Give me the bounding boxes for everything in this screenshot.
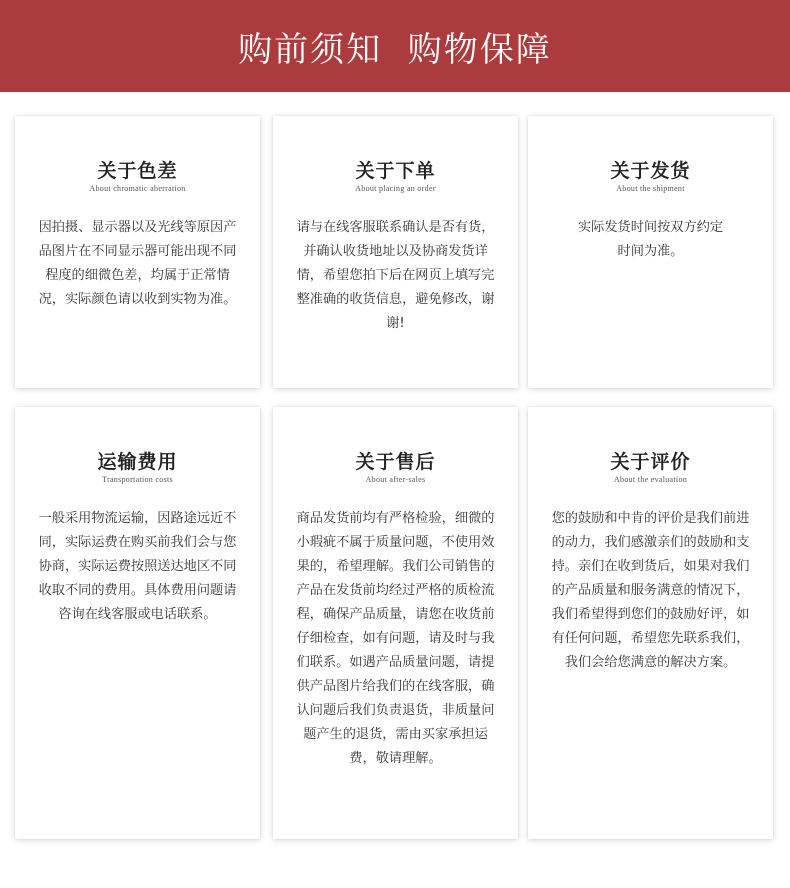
header-banner [0, 0, 790, 92]
card-subtitle: About after-sales [365, 475, 426, 484]
card-subtitle: Transportation costs [102, 475, 173, 484]
card-title: 关于评价 [610, 451, 691, 473]
card-transport-costs [15, 407, 260, 839]
card-subtitle: About the evaluation [613, 475, 688, 484]
card-title: 关于下单 [355, 160, 436, 182]
card-body: 请与在线客服联系确认是否有货，并确认收货地址以及协商发货详情，希望您拍下后在网页上填写完整准确的收货信息，避免修改，谢谢! [296, 220, 495, 331]
card-title: 关于色差 [97, 160, 178, 182]
page-title: 购前须知 购物保障 [238, 29, 552, 70]
card-subtitle: About the shipment [616, 184, 685, 193]
card-ordering [273, 116, 518, 388]
card-title: 运输费用 [97, 451, 178, 473]
card-body: 商品发货前均有严格检验，细微的小瑕疵不属于质量问题，不使用效果的，希望理解。我们公司销售的产品在发货前均经过严格的质检流程，确保产品质量，请您在收货前仔细检查，如有问题，请及时与我们联系。如遇产品质量问题，请提供产品图片给我们的在线客服，确认问题后我们负责退货，非质量问题产生的退货，需由买家承担运费，敬请理解。 [296, 511, 495, 766]
card-subtitle: About chromatic aberration [89, 184, 186, 193]
card-color-difference [15, 116, 260, 388]
card-after-sales [273, 407, 518, 839]
card-body: 因拍摄、显示器以及光线等原因产品图片在不同显示器可能出现不同程度的细微色差，均属于正常情况，实际颜色请以收到实物为准。 [38, 220, 237, 307]
card-title: 关于发货 [610, 160, 691, 182]
card-body: 您的鼓励和中肯的评价是我们前进的动力，我们感激亲们的鼓励和支持。亲们在收到货后，如果对我们的产品质量和服务满意的情况下，我们希望得到您们的鼓励好评，如有任何问题，希望您先联系我们，我们会给您满意的解决方案。 [551, 511, 750, 670]
card-body: 实际发货时间按双方约定时间为准。 [577, 220, 724, 259]
card-body: 一般采用物流运输，因路途远近不同，实际运费在购买前我们会与您协商，实际运费按照送达地区不同收取不同的费用。具体费用问题请咨询在线客服或电话联系。 [38, 511, 237, 622]
card-subtitle: About placing an order [355, 184, 436, 193]
card-evaluation [528, 407, 773, 839]
card-title: 关于售后 [355, 451, 436, 473]
card-shipment [528, 116, 773, 388]
